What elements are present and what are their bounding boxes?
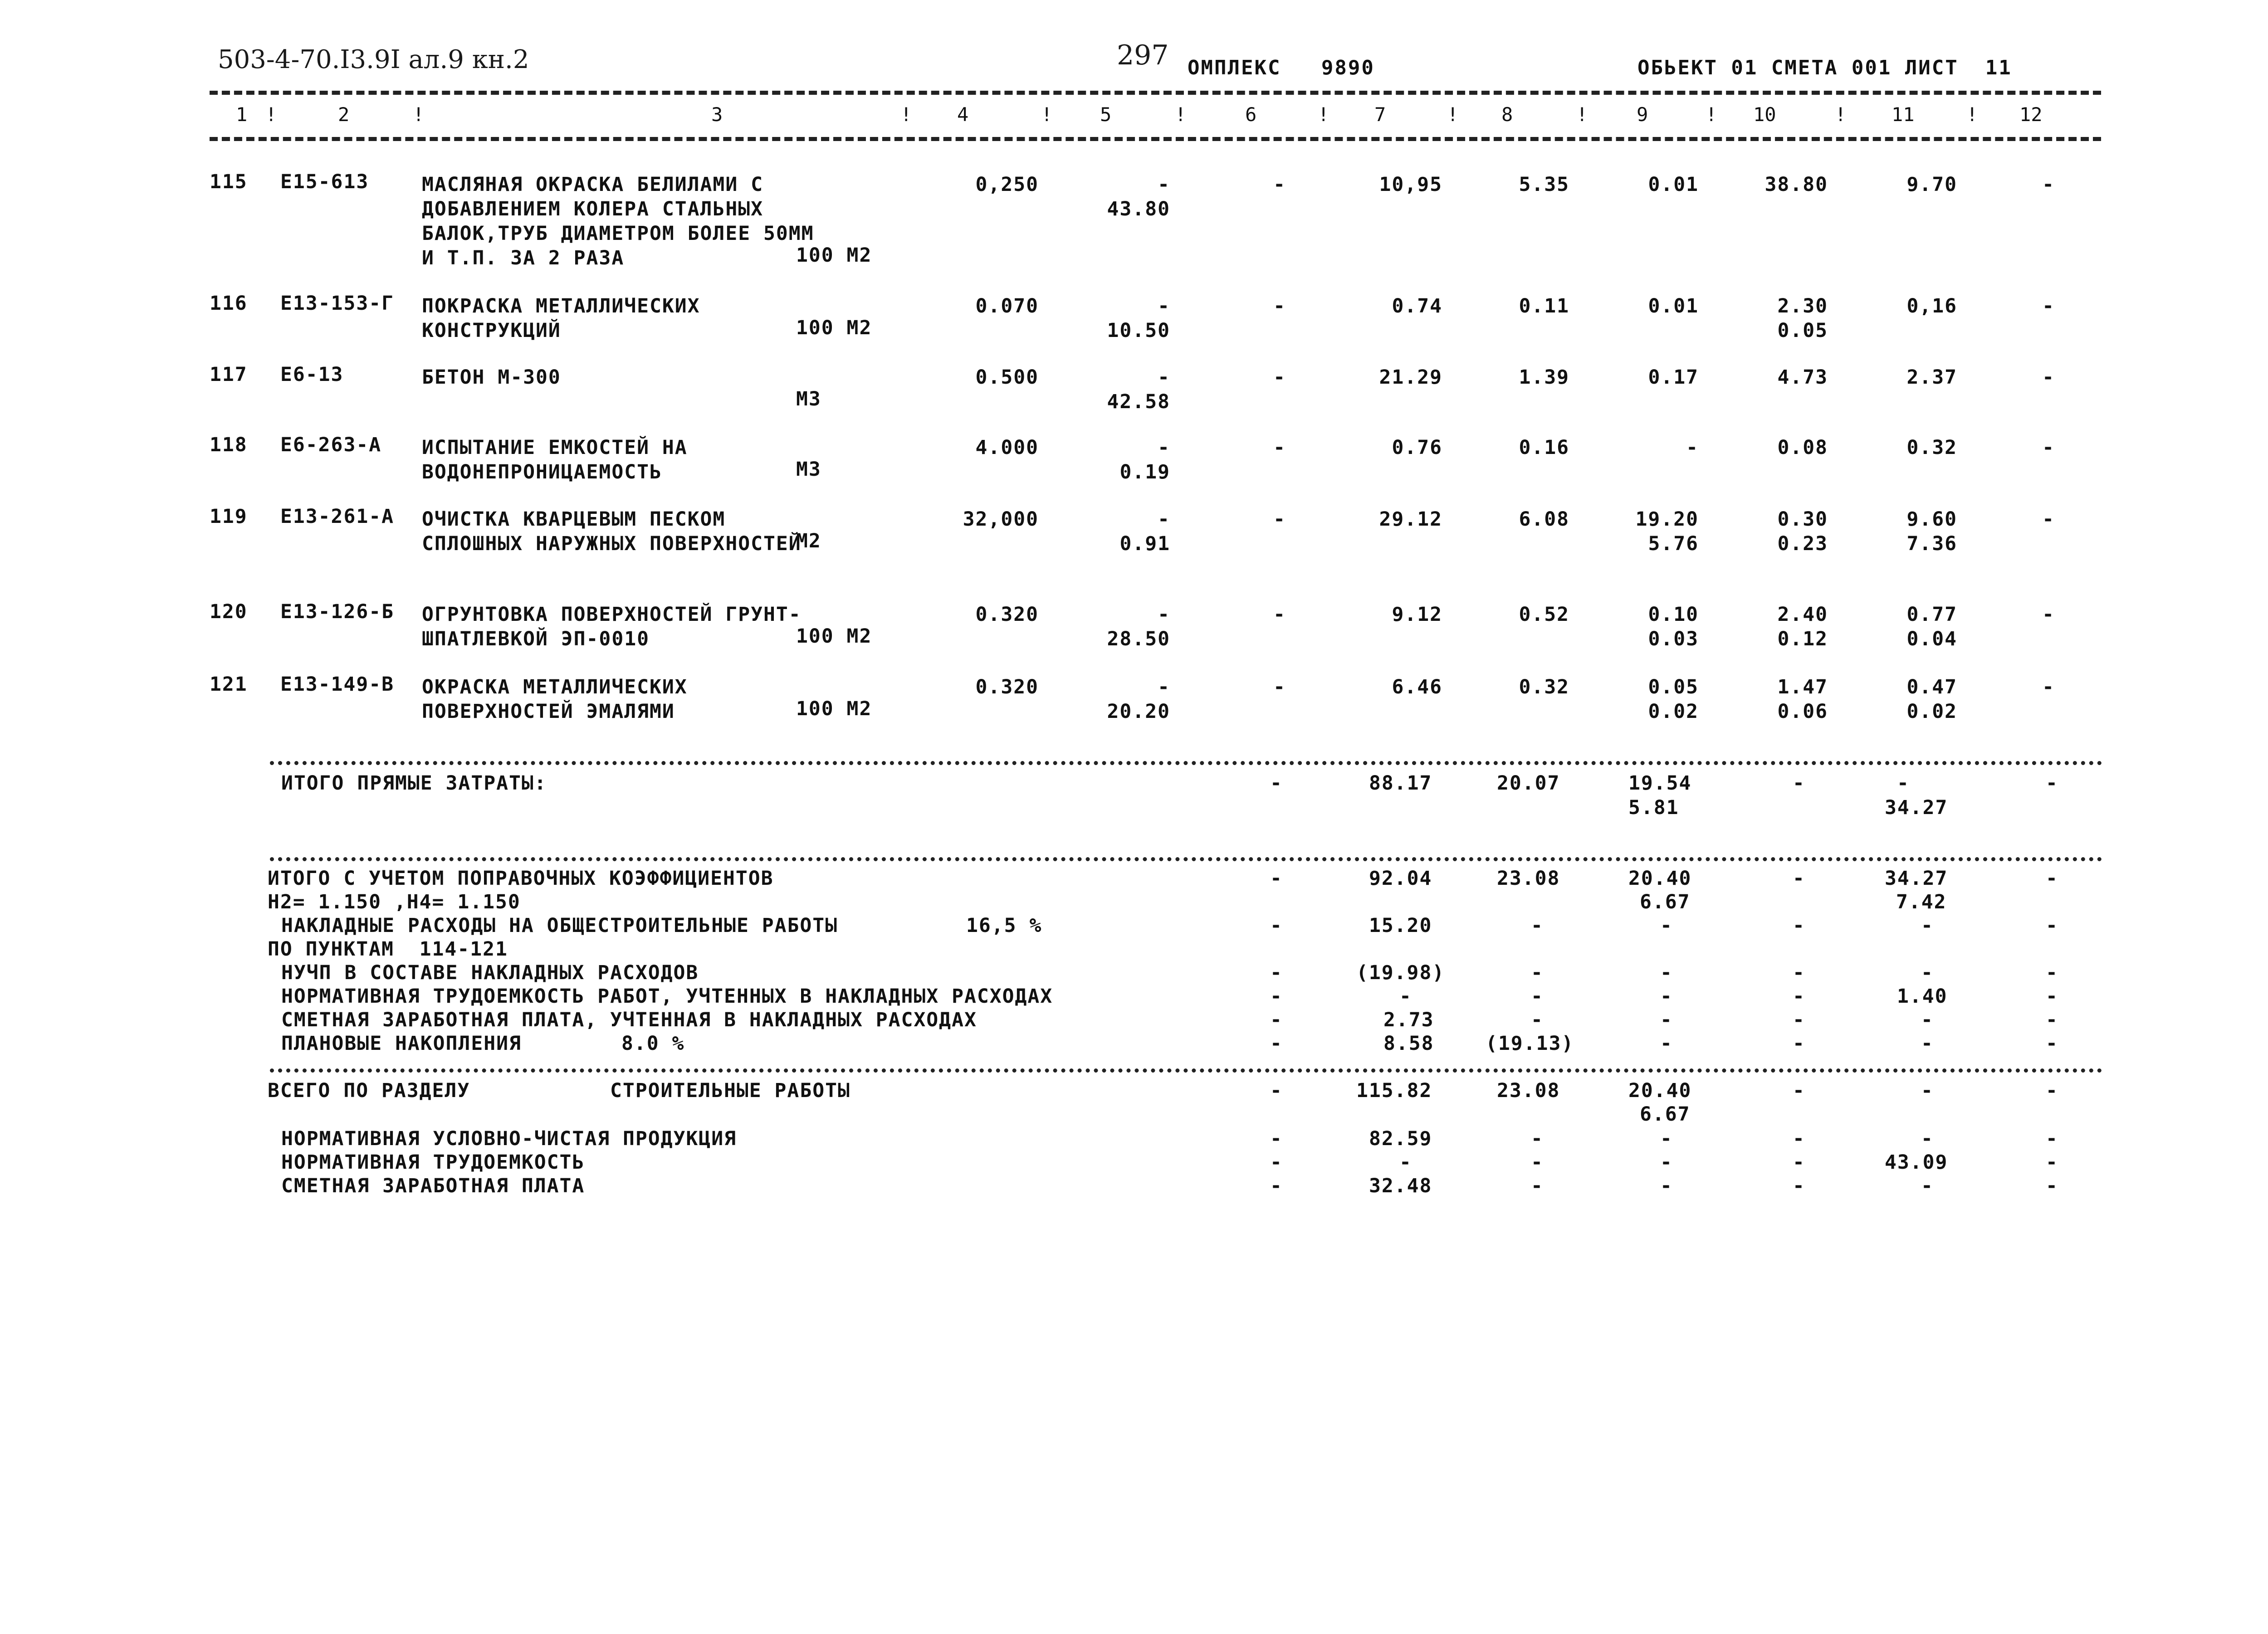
cell-c7: 0.74 [1392, 295, 1442, 317]
rate-code: Е13-149-В [280, 673, 394, 696]
planned-c7: 8.58 [1383, 1032, 1434, 1055]
nuchp-c6: - [1270, 961, 1283, 984]
total-direct-c6: - [1270, 772, 1283, 795]
wage-label: СМЕТНАЯ ЗАРАБОТНАЯ ПЛАТА [281, 1175, 585, 1197]
total-direct-label: ИТОГО ПРЯМЫЕ ЗАТРАТЫ: [281, 772, 547, 795]
cell-c8: 0.32 [1519, 676, 1569, 698]
planned-c10: - [1793, 1032, 1805, 1055]
rate-code: Е13-126-Б [280, 600, 394, 623]
labor-overhead-c9: - [1660, 985, 1673, 1008]
col-num-3: 3 [711, 103, 723, 126]
work-description: ИСПЫТАНИЕ ЕМКОСТЕЙ НА [422, 436, 688, 459]
net-product-c9: - [1660, 1127, 1673, 1150]
col-separators: ! [265, 103, 277, 126]
rate-code: Е15-613 [280, 171, 369, 193]
overhead-c8: - [1531, 914, 1544, 937]
section-c9b: 6.67 [1640, 1103, 1691, 1126]
section-c10: - [1793, 1079, 1805, 1102]
cell-c11: 0.32 [1906, 436, 1957, 459]
overhead-c10: - [1793, 914, 1805, 937]
cell-c9: - [1686, 436, 1699, 459]
nuchp-label: НУЧП В СОСТАВЕ НАКЛАДНЫХ РАСХОДОВ [281, 961, 699, 984]
wage-overhead-label: СМЕТНАЯ ЗАРАБОТНАЯ ПЛАТА, УЧТЕННАЯ В НАКЛАДНЫХ РАСХОДАХ [281, 1009, 977, 1031]
work-description: СПЛОШНЫХ НАРУЖНЫХ ПОВЕРХНОСТЕЙ [422, 532, 802, 555]
cell-c10: 0.30 [1777, 508, 1828, 531]
totals-separator-2 [270, 857, 2102, 861]
labor-overhead-c8: - [1531, 985, 1544, 1008]
col-separator: ! [1706, 103, 1717, 126]
overhead-c11: - [1921, 914, 1934, 937]
cell-c11: 0,16 [1906, 295, 1957, 317]
total-direct-c11b: 34.27 [1885, 796, 1948, 819]
cell-c5: 0.19 [1119, 461, 1170, 483]
wage-overhead-c11: - [1921, 1009, 1934, 1031]
rate-code: Е13-153-Г [280, 292, 394, 315]
wage-overhead-c12: - [2046, 1009, 2058, 1031]
planned-c8: (19.13) [1486, 1032, 1574, 1055]
unit-of-measure: 100 М2 [796, 317, 872, 339]
labor-c7: - [1399, 1151, 1412, 1174]
col-separator: ! [1041, 103, 1053, 126]
col-separator: ! [413, 103, 425, 126]
work-description: БЕТОН М-300 [422, 366, 561, 389]
section-c7: 115.82 [1356, 1079, 1432, 1102]
cell-c9: 0.01 [1648, 173, 1699, 196]
cell-c10: 1.47 [1777, 676, 1828, 698]
labor-c11: 43.09 [1885, 1151, 1948, 1174]
cell-c5: - [1158, 173, 1170, 196]
col-separator: ! [1318, 103, 1330, 126]
cell-c10: 0.05 [1777, 319, 1828, 342]
cell-c11: 0.77 [1906, 603, 1957, 626]
wage-c6: - [1270, 1175, 1283, 1197]
net-product-c10: - [1793, 1127, 1805, 1150]
planned-c11: - [1921, 1032, 1934, 1055]
col-num-6: 6 [1245, 103, 1257, 126]
cell-c8: 0.16 [1519, 436, 1569, 459]
planned-label: ПЛАНОВЫЕ НАКОПЛЕНИЯ [281, 1032, 522, 1055]
net-product-c11: - [1921, 1127, 1934, 1150]
col-num-1: 1 [236, 103, 248, 126]
planned-c12: - [2046, 1032, 2058, 1055]
net-product-c6: - [1270, 1127, 1283, 1150]
wage-overhead-c6: - [1270, 1009, 1283, 1031]
col-num-8: 8 [1501, 103, 1513, 126]
cell-c11: 2.37 [1906, 366, 1957, 389]
total-coef-c7: 92.04 [1369, 867, 1432, 890]
total-coef-c11a: 34.27 [1885, 867, 1948, 890]
total-coef-c9a: 20.40 [1628, 867, 1692, 890]
total-coef-c11b: 7.42 [1896, 891, 1947, 913]
nuchp-c8: - [1531, 961, 1544, 984]
cell-c4: 0.500 [975, 366, 1039, 389]
total-direct-c10: - [1793, 772, 1805, 795]
overhead-c9: - [1660, 914, 1673, 937]
cell-c9: 19.20 [1635, 508, 1699, 531]
total-coef-label2: Н2= 1.150 ,Н4= 1.150 [268, 891, 521, 913]
overhead-label2: ПО ПУНКТАМ 114-121 [268, 938, 508, 961]
cell-c5: - [1158, 508, 1170, 531]
cell-c7: 0.76 [1392, 436, 1442, 459]
cell-c4: 0.320 [975, 603, 1039, 626]
cell-c5: 42.58 [1107, 390, 1170, 413]
total-direct-c7: 88.17 [1369, 772, 1432, 795]
cell-c8: 1.39 [1519, 366, 1569, 389]
labor-c9: - [1660, 1151, 1673, 1174]
cell-c7: 10,95 [1379, 173, 1442, 196]
net-product-label: НОРМАТИВНАЯ УСЛОВНО-ЧИСТАЯ ПРОДУКЦИЯ [281, 1127, 737, 1150]
cell-c11: 9.70 [1906, 173, 1957, 196]
col-separator: ! [900, 103, 912, 126]
col-num-5: 5 [1100, 103, 1112, 126]
cell-c6: - [1273, 508, 1286, 531]
cell-c9: 0.05 [1648, 676, 1699, 698]
wage-c12: - [2046, 1175, 2058, 1197]
overhead-percent: 16,5 % [966, 914, 1042, 937]
total-direct-c9b: 5.81 [1628, 796, 1679, 819]
wage-c9: - [1660, 1175, 1673, 1197]
col-num-7: 7 [1374, 103, 1386, 126]
work-description: ПОВЕРХНОСТЕЙ ЭМАЛЯМИ [422, 700, 675, 723]
nuchp-c9: - [1660, 961, 1673, 984]
unit-of-measure: М2 [796, 530, 821, 552]
row-number: 116 [210, 292, 248, 315]
cell-c10: 38.80 [1765, 173, 1828, 196]
cell-c12: - [2042, 295, 2055, 317]
cell-c5: 28.50 [1107, 628, 1170, 650]
section-c9a: 20.40 [1628, 1079, 1692, 1102]
col-num-4: 4 [957, 103, 969, 126]
col-num-11: 11 [1892, 103, 1915, 126]
total-direct-c12: - [2046, 772, 2058, 795]
cell-c6: - [1273, 366, 1286, 389]
cell-c11: 9.60 [1906, 508, 1957, 531]
row-number: 117 [210, 363, 248, 386]
labor-overhead-label: НОРМАТИВНАЯ ТРУДОЕМКОСТЬ РАБОТ, УЧТЕННЫХ В НАКЛАДНЫХ РАСХОДАХ [281, 985, 1053, 1008]
cell-c10: 0.08 [1777, 436, 1828, 459]
cell-c10: 2.40 [1777, 603, 1828, 626]
work-description: ОЧИСТКА КВАРЦЕВЫМ ПЕСКОМ [422, 508, 726, 531]
planned-c6: - [1270, 1032, 1283, 1055]
total-direct-c8: 20.07 [1497, 772, 1560, 795]
cell-c9: 0.01 [1648, 295, 1699, 317]
total-coef-c9b: 6.67 [1640, 891, 1691, 913]
cell-c5: 10.50 [1107, 319, 1170, 342]
unit-of-measure: М3 [796, 388, 821, 410]
row-number: 119 [210, 505, 248, 528]
work-description: ШПАТЛЕВКОЙ ЭП-0010 [422, 628, 650, 650]
planned-c9: - [1660, 1032, 1673, 1055]
cell-c4: 0.320 [975, 676, 1039, 698]
wage-c11: - [1921, 1175, 1934, 1197]
cell-c7: 6.46 [1392, 676, 1442, 698]
overhead-c7: 15.20 [1369, 914, 1432, 937]
wage-overhead-c7: 2.73 [1383, 1009, 1434, 1031]
col-separator: ! [1447, 103, 1459, 126]
cell-c10: 0.06 [1777, 700, 1828, 723]
wage-overhead-c9: - [1660, 1009, 1673, 1031]
labor-overhead-c12: - [2046, 985, 2058, 1008]
cell-c5: - [1158, 366, 1170, 389]
unit-of-measure: 100 М2 [796, 625, 872, 648]
work-description: ВОДОНЕПРОНИЦАЕМОСТЬ [422, 461, 662, 483]
cell-c6: - [1273, 676, 1286, 698]
overhead-label: НАКЛАДНЫЕ РАСХОДЫ НА ОБЩЕСТРОИТЕЛЬНЫЕ РАБОТЫ [281, 914, 838, 937]
cell-c12: - [2042, 603, 2055, 626]
cell-c12: - [2042, 508, 2055, 531]
nuchp-c10: - [1793, 961, 1805, 984]
cell-c4: 4.000 [975, 436, 1039, 459]
total-coef-c6: - [1270, 867, 1283, 890]
col-separator: ! [1835, 103, 1847, 126]
net-product-c8: - [1531, 1127, 1544, 1150]
col-separator: ! [1576, 103, 1588, 126]
work-description: ПОКРАСКА МЕТАЛЛИЧЕСКИХ [422, 295, 700, 317]
net-product-c12: - [2046, 1127, 2058, 1150]
cell-c12: - [2042, 173, 2055, 196]
labor-c8: - [1531, 1151, 1544, 1174]
work-description: ДОБАВЛЕНИЕМ КОЛЕРА СТАЛЬНЫХ [422, 198, 763, 220]
rate-code: Е6-263-А [280, 434, 382, 456]
labor-overhead-c11: 1.40 [1897, 985, 1948, 1008]
unit-of-measure: М3 [796, 458, 821, 481]
cell-c8: 6.08 [1519, 508, 1569, 531]
cell-c8: 5.35 [1519, 173, 1569, 196]
overhead-c6: - [1270, 914, 1283, 937]
total-coef-c10: - [1793, 867, 1805, 890]
labor-overhead-c10: - [1793, 985, 1805, 1008]
row-number: 120 [210, 600, 248, 623]
wage-overhead-c8: - [1531, 1009, 1544, 1031]
rate-code: Е6-13 [280, 363, 344, 386]
cell-c7: 9.12 [1392, 603, 1442, 626]
section-c11: - [1921, 1079, 1934, 1102]
work-description: ОГРУНТОВКА ПОВЕРХНОСТЕЙ ГРУНТ- [422, 603, 802, 626]
cell-c5: - [1158, 295, 1170, 317]
totals-separator-1 [270, 761, 2102, 765]
cell-c12: - [2042, 676, 2055, 698]
cell-c10: 2.30 [1777, 295, 1828, 317]
row-number: 118 [210, 434, 248, 456]
header-rule-top [210, 91, 2101, 95]
cell-c10: 0.23 [1777, 532, 1828, 555]
nuchp-c11: - [1921, 961, 1934, 984]
cell-c5: - [1158, 603, 1170, 626]
section-name: СТРОИТЕЛЬНЫЕ РАБОТЫ [610, 1079, 850, 1102]
work-description: БАЛОК,ТРУБ ДИАМЕТРОМ БОЛЕЕ 50ММ [422, 222, 814, 245]
col-num-9: 9 [1637, 103, 1648, 126]
cell-c9: 0.10 [1648, 603, 1699, 626]
work-description: ОКРАСКА МЕТАЛЛИЧЕСКИХ [422, 676, 688, 698]
labor-c6: - [1270, 1151, 1283, 1174]
net-product-c7: 82.59 [1369, 1127, 1432, 1150]
wage-overhead-c10: - [1793, 1009, 1805, 1031]
col-separator: ! [1175, 103, 1187, 126]
rate-code: Е13-261-А [280, 505, 394, 528]
cell-c11: 7.36 [1906, 532, 1957, 555]
section-c12: - [2046, 1079, 2058, 1102]
cell-c6: - [1273, 295, 1286, 317]
cell-c12: - [2042, 366, 2055, 389]
cell-c4: 0.070 [975, 295, 1039, 317]
section-c8: 23.08 [1497, 1079, 1560, 1102]
cell-c11: 0.04 [1906, 628, 1957, 650]
wage-c7: 32.48 [1369, 1175, 1432, 1197]
unit-of-measure: 100 М2 [796, 244, 872, 267]
cell-c9: 5.76 [1648, 532, 1699, 555]
cell-c4: 0,250 [975, 173, 1039, 196]
page-number: 297 [1117, 39, 1169, 71]
work-description: И Т.П. ЗА 2 РАЗА [422, 247, 625, 269]
planned-percent: 8.0 % [621, 1032, 685, 1055]
cell-c4: 32,000 [963, 508, 1039, 531]
cell-c8: 0.52 [1519, 603, 1569, 626]
work-description: КОНСТРУКЦИЙ [422, 319, 561, 342]
cell-c10: 4.73 [1777, 366, 1828, 389]
labor-label: НОРМАТИВНАЯ ТРУДОЕМКОСТЬ [281, 1151, 585, 1174]
total-coef-label: ИТОГО С УЧЕТОМ ПОПРАВОЧНЫХ КОЭФФИЦИЕНТОВ [268, 867, 774, 890]
nuchp-c7: (19.98) [1356, 961, 1445, 984]
labor-c12: - [2046, 1151, 2058, 1174]
document-code: 503-4-70.I3.9I ал.9 кн.2 [218, 45, 529, 74]
cell-c11: 0.02 [1906, 700, 1957, 723]
labor-c10: - [1793, 1151, 1805, 1174]
total-direct-c9a: 19.54 [1628, 772, 1692, 795]
wage-c8: - [1531, 1175, 1544, 1197]
cell-c5: 43.80 [1107, 198, 1170, 220]
cell-c6: - [1273, 436, 1286, 459]
cell-c9: 0.02 [1648, 700, 1699, 723]
total-coef-c8: 23.08 [1497, 867, 1560, 890]
row-number: 121 [210, 673, 248, 696]
section-total-label: ВСЕГО ПО РАЗДЕЛУ [268, 1079, 470, 1102]
cell-c5: - [1158, 436, 1170, 459]
cell-c6: - [1273, 603, 1286, 626]
cell-c7: 21.29 [1379, 366, 1442, 389]
cell-c9: 0.17 [1648, 366, 1699, 389]
col-num-12: 12 [2019, 103, 2043, 126]
unit-of-measure: 100 М2 [796, 697, 872, 720]
col-num-2: 2 [338, 103, 350, 126]
cell-c5: 0.91 [1119, 532, 1170, 555]
labor-overhead-c6: - [1270, 985, 1283, 1008]
cell-c11: 0.47 [1906, 676, 1957, 698]
cell-c9: 0.03 [1648, 628, 1699, 650]
total-direct-c11a: - [1897, 772, 1910, 795]
header-rule-bottom [210, 137, 2101, 141]
row-number: 115 [210, 171, 248, 193]
total-coef-c12: - [2046, 867, 2058, 890]
overhead-c12: - [2046, 914, 2058, 937]
col-separator: ! [1966, 103, 1978, 126]
totals-separator-3 [270, 1068, 2102, 1073]
cell-c5: - [1158, 676, 1170, 698]
labor-overhead-c7: - [1399, 985, 1412, 1008]
complex-label: ОМПЛЕКС 9890 [1188, 56, 1375, 79]
nuchp-c12: - [2046, 961, 2058, 984]
object-sheet-label: ОБЬЕКТ 01 СМЕТА 001 ЛИСТ 11 [1637, 56, 2012, 79]
cell-c7: 29.12 [1379, 508, 1442, 531]
cell-c10: 0.12 [1777, 628, 1828, 650]
work-description: МАСЛЯНАЯ ОКРАСКА БЕЛИЛАМИ С [422, 173, 763, 196]
col-num-10: 10 [1753, 103, 1776, 126]
cell-c8: 0.11 [1519, 295, 1569, 317]
cell-c6: - [1273, 173, 1286, 196]
cell-c5: 20.20 [1107, 700, 1170, 723]
section-c6: - [1270, 1079, 1283, 1102]
wage-c10: - [1793, 1175, 1805, 1197]
cell-c12: - [2042, 436, 2055, 459]
